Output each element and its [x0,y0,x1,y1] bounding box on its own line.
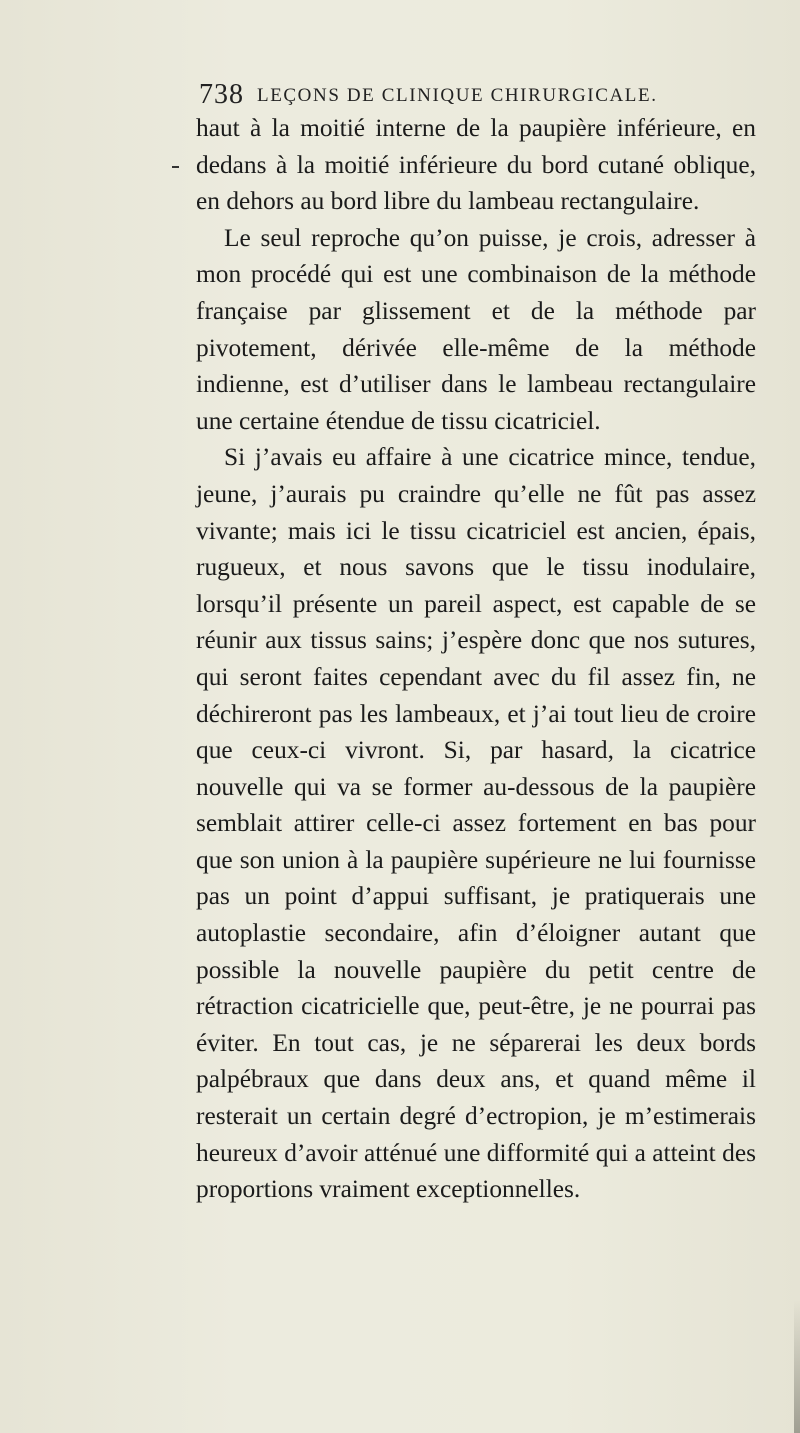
paragraph-scar-tissue: Si j’avais eu affaire à une cicatrice mince, tendue, jeune, j’aurais pu craindre qu’elle ne fût pas assez vivante; mais ici le tissu cicatriciel est ancien, épais, rugueux, et nous savons que le tissu inodulaire, lorsqu’il présente un pareil aspect, est capable de se réunir aux tissus sains; j’espère donc que nos sutures, qui seront faites cependant avec du fil assez fin, ne déchireront pas les lambeaux, et j’ai tout lieu de croire que ceux-ci vivront. Si, par hasard, la cicatrice nouvelle qui va se former au-dessous de la paupière semblait attirer celle-ci assez fortement en bas pour que son union à la paupière supérieure ne lui fournisse pas un point d’appui suffisant, je pratiquerais une autoplastie secondaire, afin d’éloigner autant que possible la nouvelle paupière du petit centre de rétraction cicatricielle que, peut-être, je ne pourrai pas éviter. En tout cas, je ne séparerai les deux bords palpébraux que dans deux ans, et quand même il resterait un certain degré d’ectropion, je m’estimerais heureux d’avoir atténué une difformité qui a atteint des proportions vraiment exceptionnelles. [196,443,756,1204]
paragraph-continuation: haut à la moitié interne de la paupière inférieure, en dedans à la moitié inférieure du bord cutané oblique, en dehors au bord libre du lambeau rectangulaire. [196,114,756,216]
page-header [0,78,800,112]
page-edge-shadow [794,1300,800,1433]
margin-mark [172,166,179,168]
page-number: 738 [199,79,244,110]
body-text [196,110,756,1208]
running-head: LEÇONS DE CLINIQUE CHIRURGICALE. [257,85,658,106]
paragraph-reproach: Le seul reproche qu’on puisse, je crois, adresser à mon procédé qui est une combinaison de la méthode française par glissement et de la méthode par pivotement, dérivée elle-même de la méthode indienne, est d’utiliser dans le lambeau rectangulaire une certaine étendue de tissu cicatriciel. [196,223,756,435]
